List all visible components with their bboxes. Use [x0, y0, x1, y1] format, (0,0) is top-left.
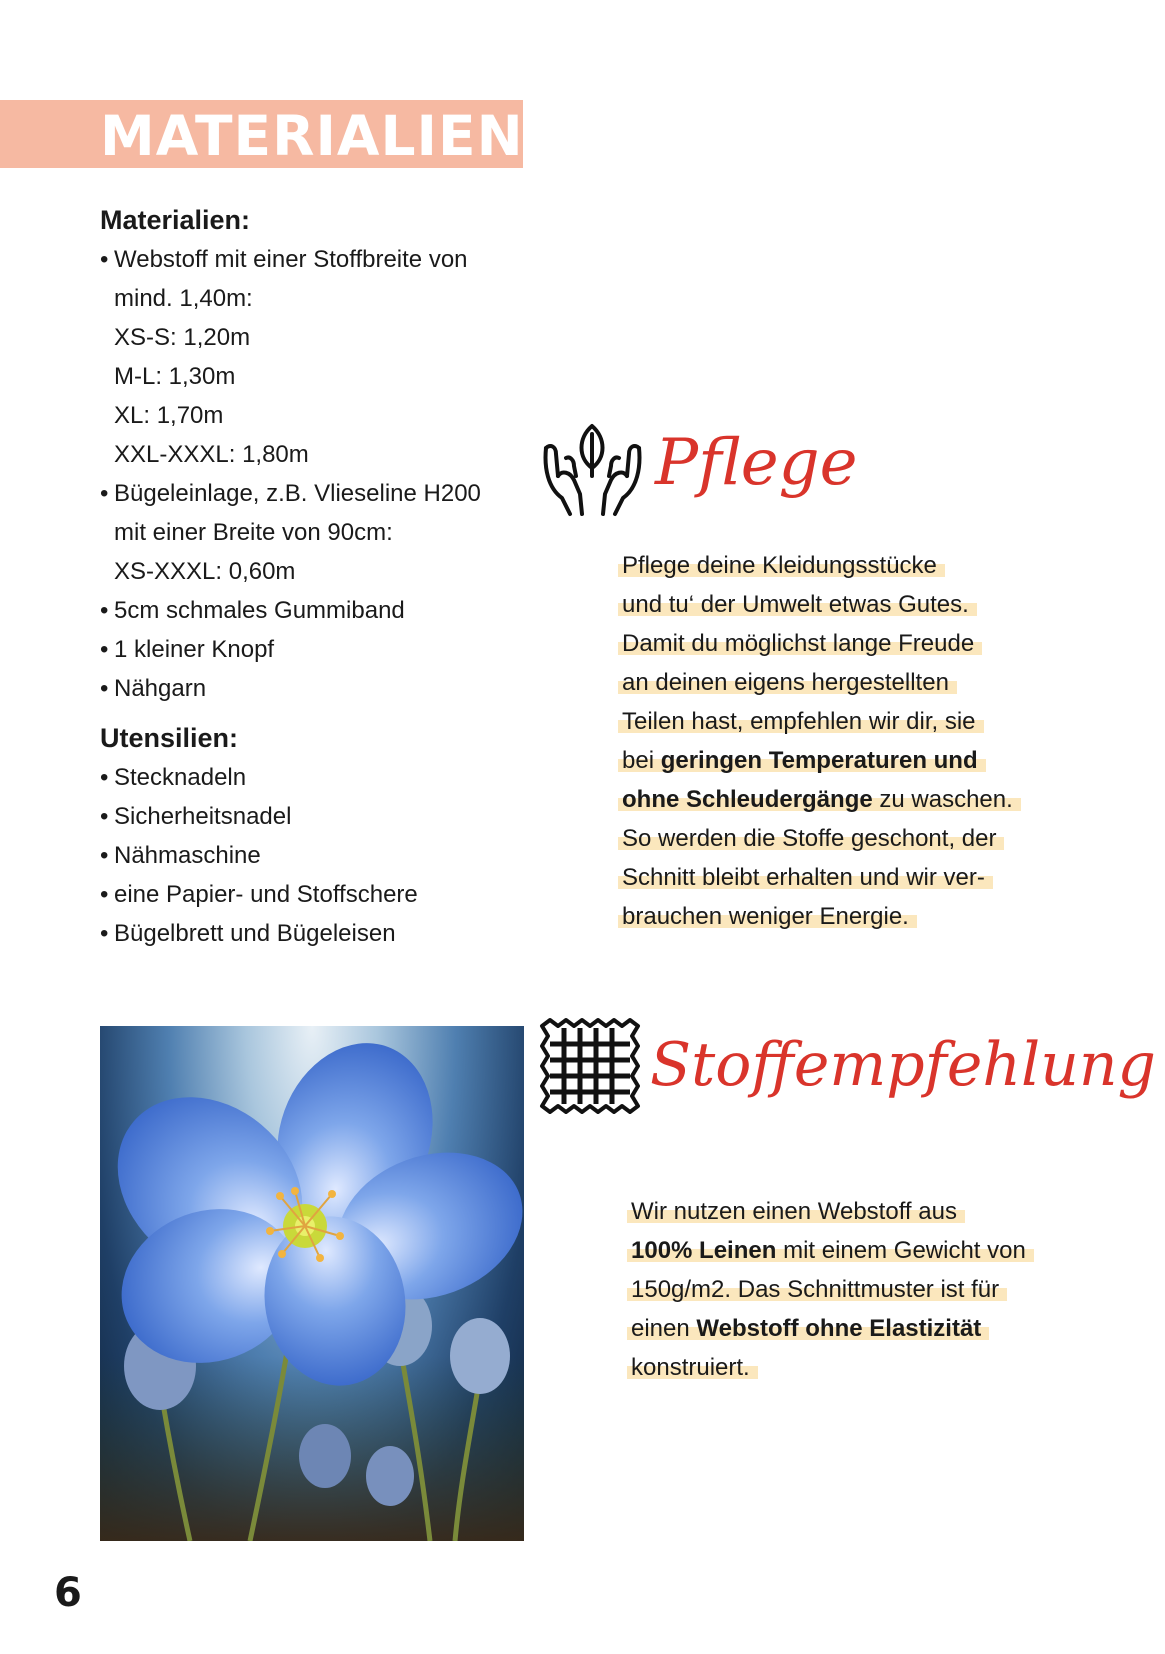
list-item: [100, 552, 540, 591]
bullet: •: [100, 764, 109, 791]
bullet: •: [100, 881, 109, 908]
list-item-text: Bügeleinlage, z.B. Vlieseline H200: [114, 480, 481, 507]
list-item: [100, 875, 540, 914]
bullet: •: [100, 246, 109, 273]
text-line: [618, 663, 1021, 702]
list-item: [100, 474, 540, 513]
list-item: [100, 396, 540, 435]
bullet: •: [100, 842, 109, 869]
text-segment: Teilen hast, empfehlen wir dir, sie: [622, 708, 976, 735]
list-item-text: Bügelbrett und Bügeleisen: [114, 920, 396, 947]
list-item-text: XS-S: 1,20m: [114, 324, 251, 351]
text-line: [618, 780, 1021, 819]
text-line: [618, 858, 1021, 897]
text-line: [627, 1231, 1034, 1270]
text-line: [627, 1192, 1034, 1231]
text-segment: So werden die Stoffe geschont, der: [622, 825, 997, 852]
list-item-text: XS-XXXL: 0,60m: [114, 558, 296, 585]
fabric-swatch-icon: [534, 1014, 644, 1119]
list-item-text: Webstoff mit einer Stoffbreite von: [114, 246, 468, 273]
text-line: [618, 702, 1021, 741]
text-line: [618, 741, 1021, 780]
list-item-text: 1 kleiner Knopf: [114, 636, 275, 663]
list-item: [100, 318, 540, 357]
bold-text: geringen Temperaturen und: [660, 747, 978, 774]
list-item: [100, 836, 540, 875]
list-item-text: mind. 1,40m:: [114, 285, 253, 312]
page-number: 6: [54, 1570, 82, 1616]
list-item: [100, 758, 540, 797]
text-segment: Pflege deine Kleidungsstücke: [622, 552, 937, 579]
list-item: [100, 435, 540, 474]
list-item: [100, 279, 540, 318]
tools-list: [100, 758, 540, 953]
bullet: •: [100, 803, 109, 830]
list-item-text: XL: 1,70m: [114, 402, 224, 429]
text-segment: 150g/m2. Das Schnittmuster ist für: [631, 1276, 1000, 1303]
fabric-text: [627, 1192, 1034, 1387]
materials-list: [100, 240, 540, 708]
text-line: [618, 624, 1021, 663]
bold-text: 100% Leinen: [631, 1237, 777, 1264]
list-item-text: Nähgarn: [114, 675, 207, 702]
text-segment: brauchen weniger Energie.: [622, 903, 909, 930]
text-line: [618, 585, 1021, 624]
text-segment: Wir nutzen einen Webstoff aus: [631, 1198, 957, 1225]
text-segment: einen: [631, 1315, 697, 1342]
bold-text: Webstoff ohne Elastizität: [696, 1315, 982, 1342]
text-line: [627, 1270, 1034, 1309]
text-segment: Damit du möglichst lange Freude: [622, 630, 975, 657]
list-item-text: mit einer Breite von 90cm:: [114, 519, 393, 546]
tools-heading: Utensilien:: [100, 723, 239, 753]
list-item: [100, 240, 540, 279]
text-segment: und tu‘ der Umwelt etwas Gutes.: [622, 591, 969, 618]
materials-column: [100, 200, 540, 953]
list-item-text: eine Papier- und Stoffschere: [114, 881, 418, 908]
care-text: [618, 546, 1021, 936]
text-segment: mit einem Gewicht von: [776, 1237, 1026, 1264]
list-item-text: M-L: 1,30m: [114, 363, 236, 390]
text-segment: Schnitt bleibt erhalten und wir ver-: [622, 864, 985, 891]
list-item-text: Stecknadeln: [114, 764, 247, 791]
list-item: [100, 591, 540, 630]
text-line: [618, 819, 1021, 858]
text-segment: an deinen eigens hergestellten: [622, 669, 949, 696]
bullet: •: [100, 920, 109, 947]
text-line: [627, 1309, 1034, 1348]
page-title: MATERIALIEN: [100, 104, 524, 168]
list-item: [100, 797, 540, 836]
bullet: •: [100, 597, 109, 624]
list-item: [100, 669, 540, 708]
bullet: •: [100, 636, 109, 663]
list-item: [100, 630, 540, 669]
list-item: [100, 513, 540, 552]
bullet: •: [100, 480, 109, 507]
bold-text: ohne Schleudergänge: [622, 786, 873, 813]
list-item: [100, 357, 540, 396]
list-item: [100, 914, 540, 953]
list-item-text: Nähmaschine: [114, 842, 261, 869]
text-line: [618, 546, 1021, 585]
list-item-text: 5cm schmales Gummiband: [114, 597, 405, 624]
title-banner: [0, 100, 523, 168]
text-segment: bei: [622, 747, 661, 774]
blue-flower-photo: [100, 1026, 524, 1541]
fabric-title: Stoffempfehlung: [650, 1030, 1156, 1100]
text-line: [618, 897, 1021, 936]
list-item-text: XXL-XXXL: 1,80m: [114, 441, 309, 468]
text-segment: zu waschen.: [872, 786, 1013, 813]
hands-leaf-icon: [540, 418, 645, 518]
materials-heading: Materialien:: [100, 205, 251, 235]
care-title: Pflege: [655, 426, 858, 500]
bullet: •: [100, 675, 109, 702]
text-line: [627, 1348, 1034, 1387]
text-segment: konstruiert.: [631, 1354, 750, 1381]
list-item-text: Sicherheitsnadel: [114, 803, 292, 830]
